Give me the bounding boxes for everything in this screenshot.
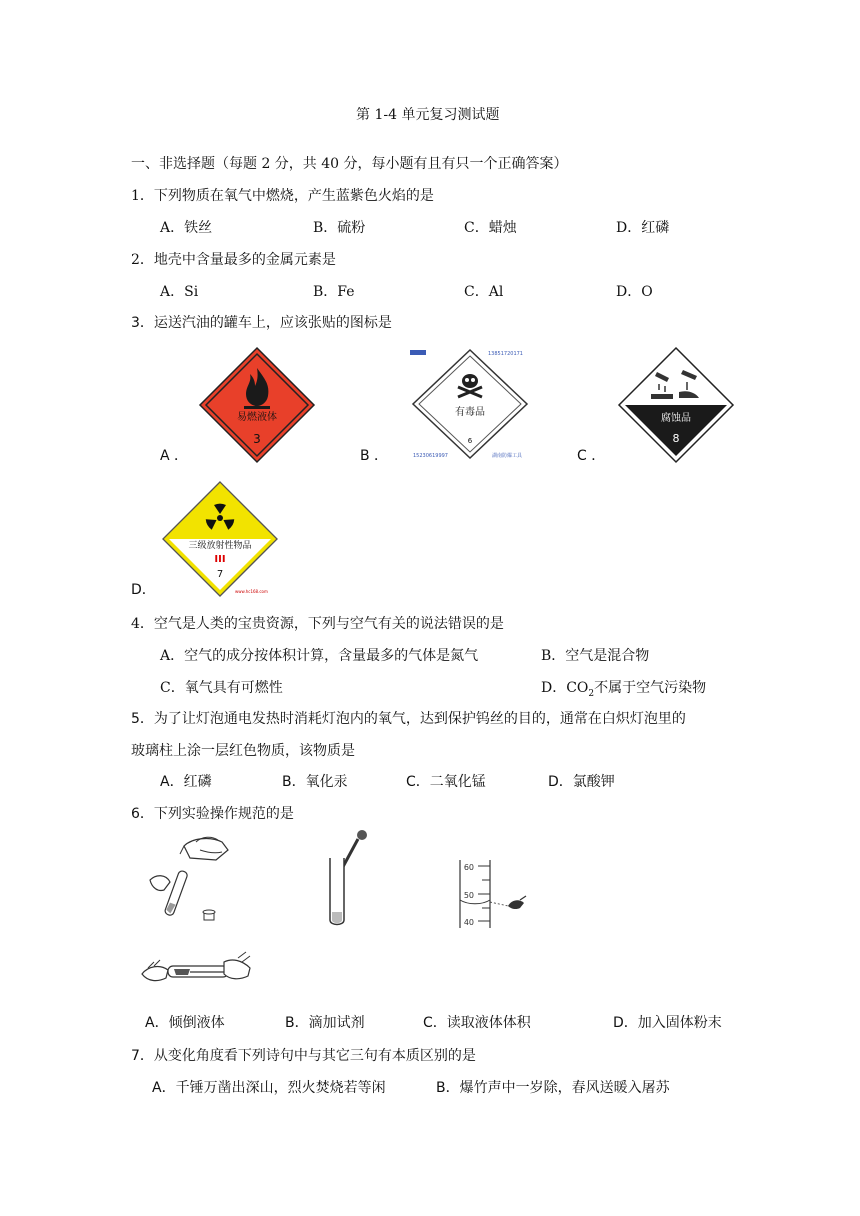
q4-option-d <box>541 681 706 699</box>
q6-option-d: D．加入固体粉末 <box>613 1015 722 1031</box>
q1-option-a: A．铁丝 <box>160 220 213 236</box>
cylinder-tick-40: 40 <box>463 918 474 927</box>
brand-logo-icon <box>410 350 426 355</box>
q2-option-d: D．O <box>616 284 653 300</box>
sign-b-label: 有毒品 <box>455 407 485 418</box>
sign-a-class-number: 3 <box>253 432 261 446</box>
q4-option-c: C．氧气具有可燃性 <box>160 680 283 696</box>
sign-c-label: 腐蚀品 <box>661 413 691 424</box>
graduated-cylinder-figure <box>444 856 536 930</box>
q2-option-a: A．Si <box>160 284 199 300</box>
q3-option-a: A ． <box>160 448 189 464</box>
q3-option-b: B ． <box>360 448 389 464</box>
q5-option-b: B．氧化汞 <box>282 774 348 790</box>
sign-b-brand: 湖南防爆工具 <box>492 453 523 459</box>
sign-b-phone-1: 13851720171 <box>488 351 523 357</box>
question-7-stem: 7．从变化角度看下列诗句中与其它三句有本质区别的是 <box>131 1048 476 1064</box>
question-1-stem: 1．下列物质在氧气中燃烧，产生蓝紫色火焰的是 <box>131 188 434 204</box>
q1-option-b: B．硫粉 <box>313 220 366 236</box>
q4-option-d-subscript: 2 <box>588 688 595 699</box>
dropper-figure <box>320 828 372 932</box>
q3-option-d: D． <box>131 582 156 598</box>
section-heading: 一、非选择题（每题 2 分，共 40 分，每小题有且有只一个正确答案） <box>131 156 568 172</box>
page-title: 第 1-4 单元复习测试题 <box>356 107 500 123</box>
q2-option-b: B．Fe <box>313 284 355 300</box>
corrosive-sign <box>617 346 735 464</box>
question-4-stem: 4．空气是人类的宝贵资源，下列与空气有关的说法错误的是 <box>131 616 504 632</box>
adding-powder-figure <box>138 944 256 994</box>
question-6-stem: 6．下列实验操作规范的是 <box>131 806 294 822</box>
q7-option-a: A．千锤万凿出深山，烈火焚烧若等闲 <box>152 1080 386 1096</box>
q7-option-b: B．爆竹声中一岁除，春风送暖入屠苏 <box>436 1080 670 1096</box>
q6-option-b: B．滴加试剂 <box>285 1015 365 1031</box>
q6-option-a: A．倾倒液体 <box>145 1015 225 1031</box>
sign-b-class-number: 6 <box>467 437 473 445</box>
q3-option-c: C ． <box>577 448 606 464</box>
q2-option-c: C．Al <box>464 284 504 300</box>
q5-option-a: A．红磷 <box>160 774 212 790</box>
q4-option-a: A．空气的成分按体积计算，含量最多的气体是氮气 <box>160 648 479 664</box>
q5-option-c: C．二氧化锰 <box>406 774 486 790</box>
sign-a-label: 易燃液体 <box>237 412 277 423</box>
q5-option-d: D．氯酸钾 <box>548 774 615 790</box>
cylinder-tick-50: 50 <box>463 891 474 900</box>
q4-option-b: B．空气是混合物 <box>541 648 650 664</box>
toxic-sign <box>408 345 532 463</box>
question-5-stem: 5．为了让灯泡通电发热时消耗灯泡内的氧气，达到保护钨丝的目的，通常在白炽灯泡里的 <box>131 711 686 727</box>
sign-b-phone-2: 15230619997 <box>413 453 448 459</box>
sign-d-label: 三级放射性物品 <box>188 541 252 551</box>
radioactive-sign <box>161 480 279 598</box>
sign-d-category: III <box>214 554 226 565</box>
question-5-stem-cont: 玻璃柱上涂一层红色物质，该物质是 <box>131 743 355 759</box>
pouring-liquid-figure <box>140 832 240 928</box>
q4-option-d-prefix: D．CO <box>541 680 589 696</box>
question-3-stem: 3．运送汽油的罐车上，应该张贴的图标是 <box>131 315 392 331</box>
q6-option-c: C．读取液体体积 <box>423 1015 531 1031</box>
sign-c-class-number: 8 <box>672 432 680 445</box>
q4-option-d-suffix: 不属于空气污染物 <box>594 680 707 696</box>
flammable-liquid-sign <box>198 346 316 464</box>
sign-d-class-number: 7 <box>216 569 224 580</box>
question-2-stem: 2．地壳中含量最多的金属元素是 <box>131 252 336 268</box>
sign-d-url: www.hc168.com <box>235 589 268 594</box>
q1-option-d: D．红磷 <box>616 220 670 236</box>
eye-icon <box>508 896 526 909</box>
q1-option-c: C．蜡烛 <box>464 220 517 236</box>
cylinder-tick-60: 60 <box>463 863 474 872</box>
